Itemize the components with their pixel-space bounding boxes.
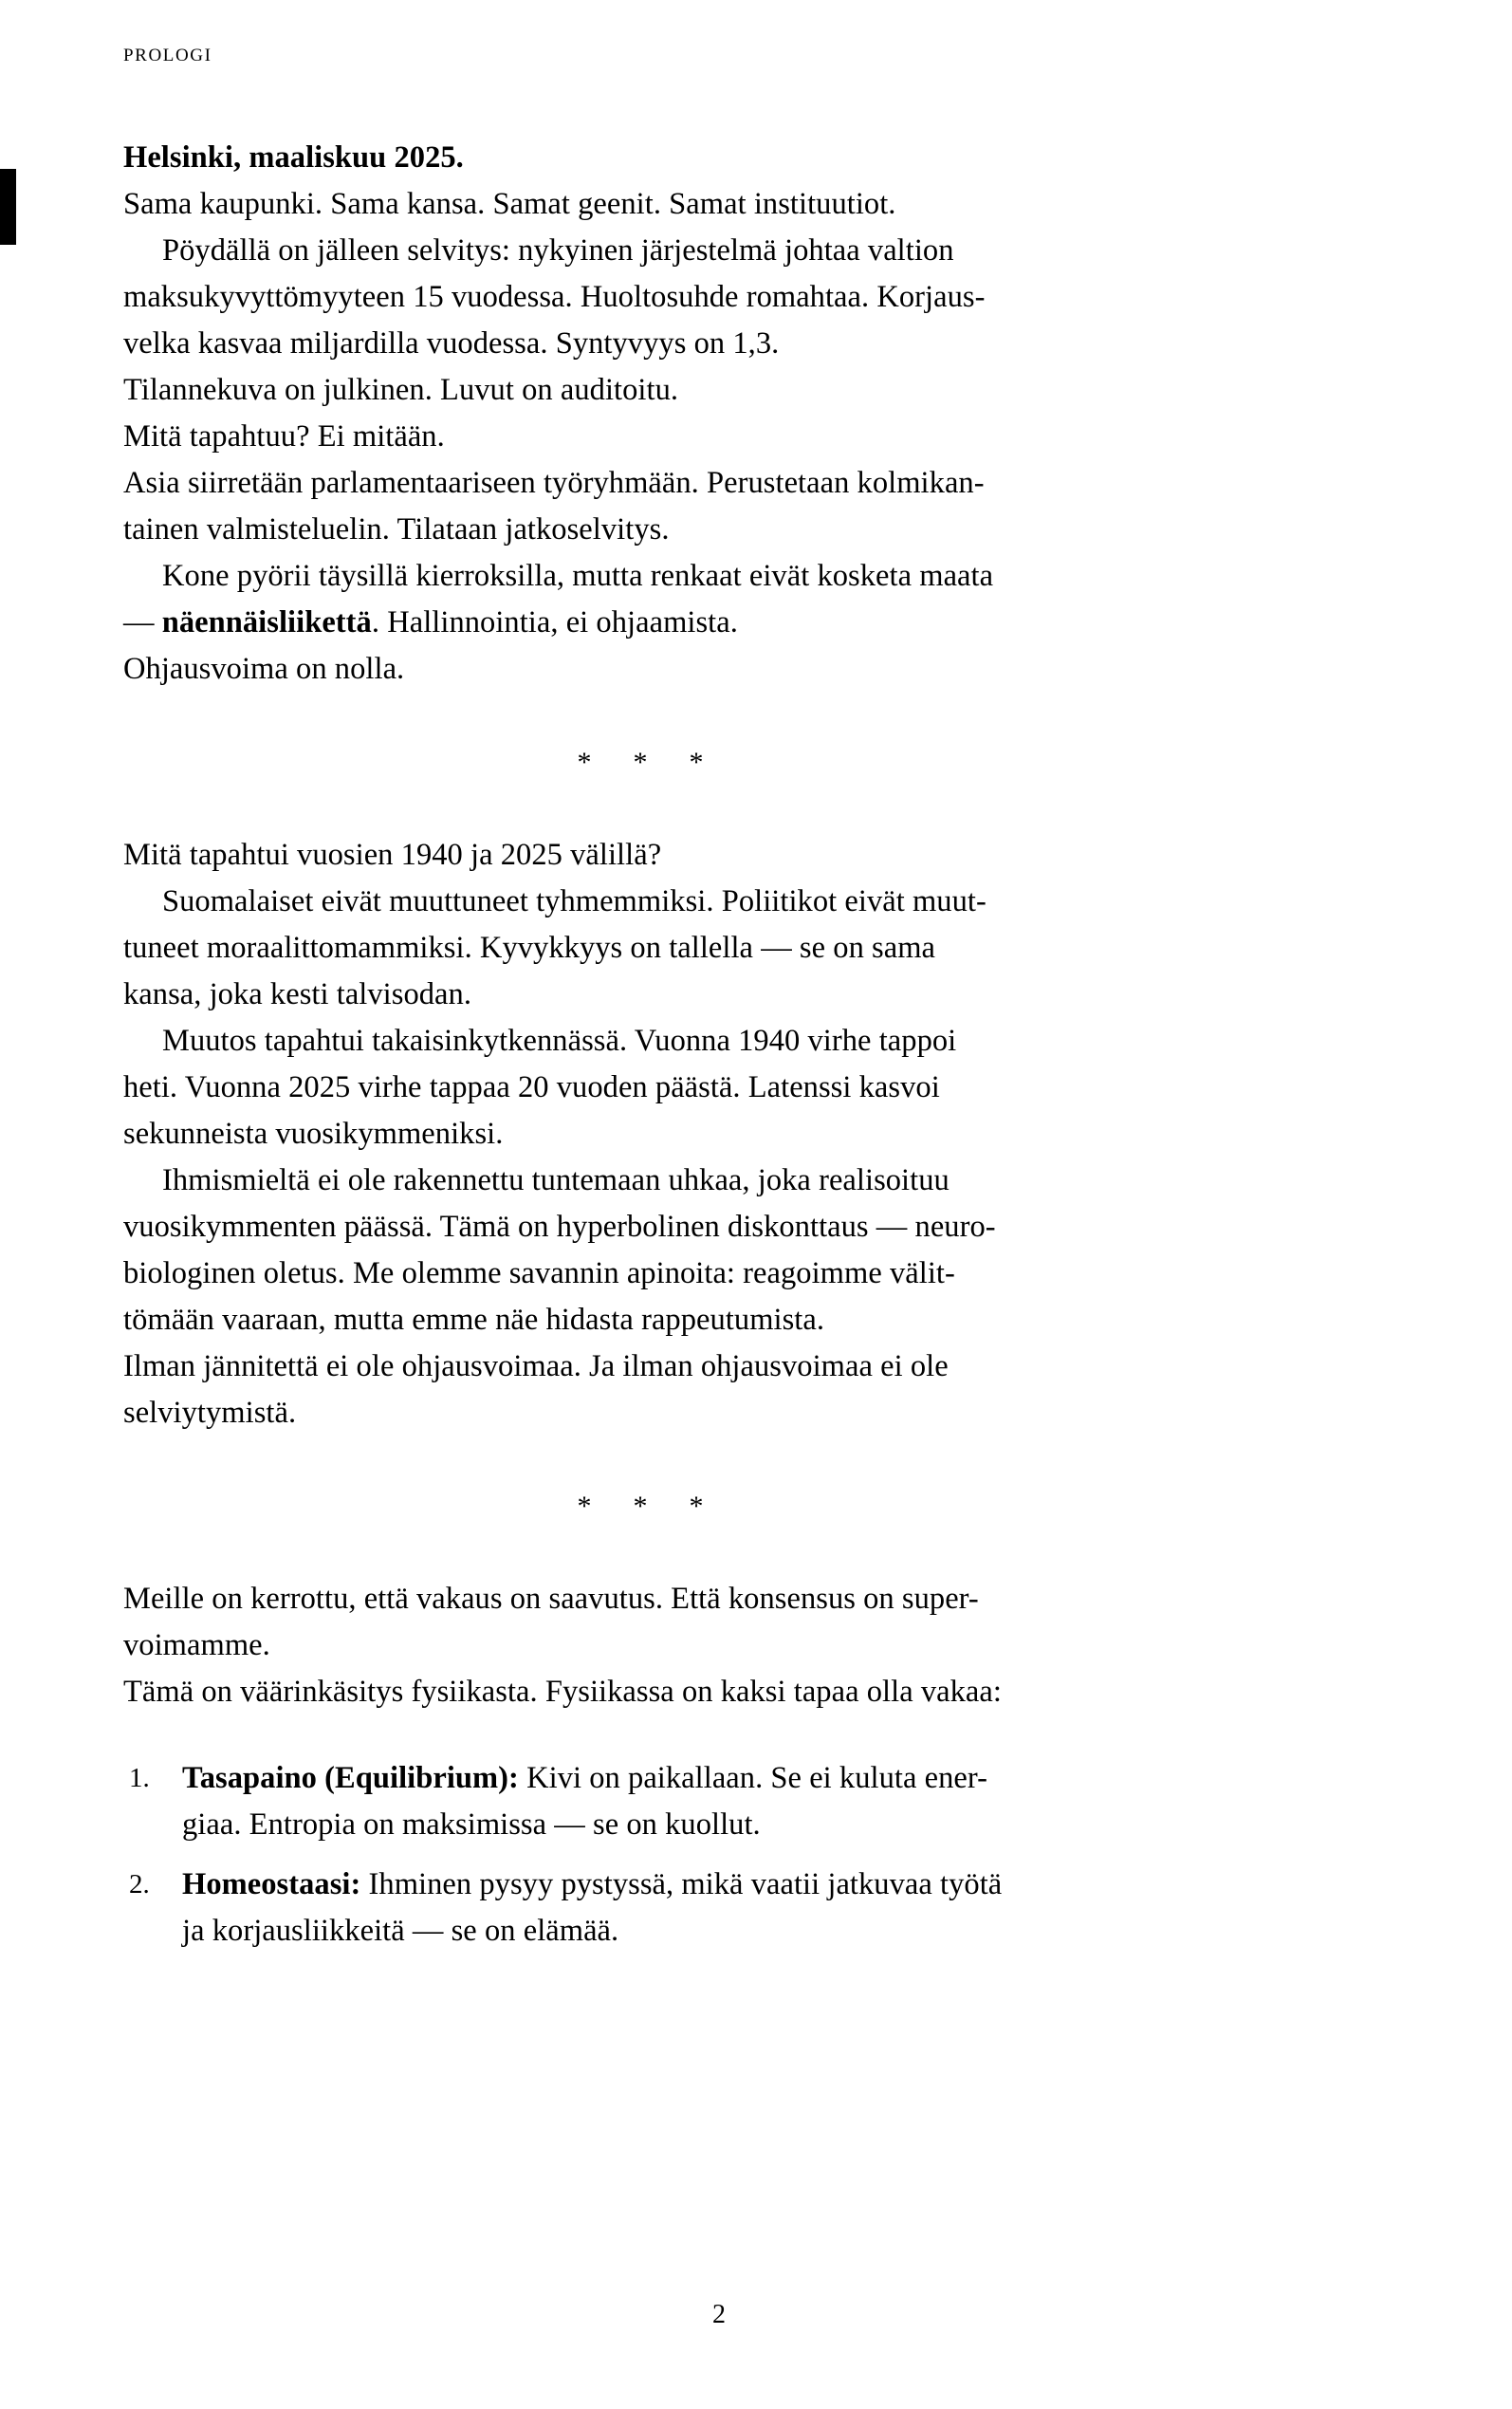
text-line: biologinen oletus. Me olemme savannin apinoita: reagoimme välit- [123,1256,955,1290]
spacer-after-separator-1 [123,786,1328,832]
asterisk-glyph: * [577,747,592,778]
text-line: Pöydällä on jälleen selvitys: nykyinen järjestelmä johtaa valtion [162,233,954,268]
text-line: selviytymistä. [123,1396,297,1430]
asterisk-glyph: * [633,747,648,778]
spacer-before-separator-1 [123,693,1328,739]
text-line: maksukyvyttömyyteen 15 vuodessa. Huoltosuhde romahtaa. Korjaus- [123,280,986,314]
text-line: voimamme. [123,1628,270,1662]
asterisk-glyph: * [689,1491,704,1522]
section-opening [123,135,1328,693]
text-line: Tämä on väärinkäsitys fysiikasta. Fysiikassa on kaksi tapaa olla vakaa: [123,1675,1002,1709]
text-line: vuosikymmenten päässä. Tämä on hyperbolinen diskonttaus — neuro- [123,1210,996,1244]
text-line: Suomalaiset eivät muuttuneet tyhmemmiksi. Poliitikot eivät muut- [162,884,986,918]
text-line: Helsinki, maaliskuu 2025. [123,140,464,175]
section-history [123,832,1328,1436]
text-line: Asia siirretään parlamentaariseen työryhmään. Perustetaan kolmikan- [123,466,985,500]
text-line: Meille on kerrottu, että vakaus on saavutus. Että konsensus on super- [123,1582,979,1616]
list-item-text-line: Tasapaino (Equilibrium): Kivi on paikallaan. Se ei kuluta ener- [182,1761,987,1795]
stability-definition-list [123,1755,1328,1955]
list-item-text-line: giaa. Entropia on maksimissa — se on kuollut. [182,1807,761,1842]
list-item [123,1862,1328,1955]
running-head: prologi [123,38,212,66]
list-item [123,1755,1328,1848]
section-separator-1 [123,739,1328,786]
list-item-marker: 1. [129,1763,150,1793]
section-separator-2 [123,1483,1328,1529]
text-line: Ihmismieltä ei ole rakennettu tuntemaan uhkaa, joka realisoituu [162,1163,950,1197]
text-line: Muutos tapahtui takaisinkytkennässä. Vuonna 1940 virhe tappoi [162,1024,957,1058]
text-line: Tilannekuva on julkinen. Luvut on auditoitu. [123,373,679,407]
spacer-after-separator-2 [123,1529,1328,1576]
text-line: tömään vaaraan, mutta emme näe hidasta rappeutumista. [123,1303,825,1337]
text-line: tainen valmisteluelin. Tilataan jatkoselvitys. [123,512,670,547]
asterisk-glyph: * [577,1491,592,1522]
text-line: sekunneista vuosikymmeniksi. [123,1117,504,1151]
text-line: velka kasvaa miljardilla vuodessa. Syntyvyys on 1,3. [123,326,780,361]
list-item-spacer [123,1848,1328,1862]
text-line: heti. Vuonna 2025 virhe tappaa 20 vuoden päästä. Latenssi kasvoi [123,1070,940,1104]
text-line: Kone pyörii täysillä kierroksilla, mutta renkaat eivät kosketa maata [162,559,994,593]
change-bar-mark [0,169,16,245]
list-item-text-line: Homeostaasi: Ihminen pysyy pystyssä, mikä vaatii jatkuvaa työtä [182,1867,1003,1901]
text-line: — näennäisliikettä. Hallinnointia, ei ohjaamista. [123,605,738,639]
asterisk-glyph: * [689,747,704,778]
spacer-before-separator-2 [123,1436,1328,1483]
text-line: Sama kaupunki. Sama kansa. Samat geenit. Samat instituutiot. [123,187,896,221]
section-stability [123,1576,1328,1715]
list-item-marker: 2. [129,1869,150,1899]
text-line: tuneet moraalittomammiksi. Kyvykkyys on tallella — se on sama [123,931,936,965]
text-line: Ilman jännitettä ei ole ohjausvoimaa. Ja ilman ohjausvoimaa ei ole [123,1349,949,1383]
text-column [123,135,1328,1955]
text-line: Ohjausvoima on nolla. [123,652,405,686]
text-line: Mitä tapahtuu? Ei mitään. [123,419,445,454]
page-number: 2 [712,2300,726,2329]
list-item-text-line: ja korjausliikkeitä — se on elämää. [182,1914,619,1948]
text-line: kansa, joka kesti talvisodan. [123,977,471,1011]
text-line: Mitä tapahtui vuosien 1940 ja 2025 välillä? [123,838,662,872]
asterisk-glyph: * [633,1491,648,1522]
